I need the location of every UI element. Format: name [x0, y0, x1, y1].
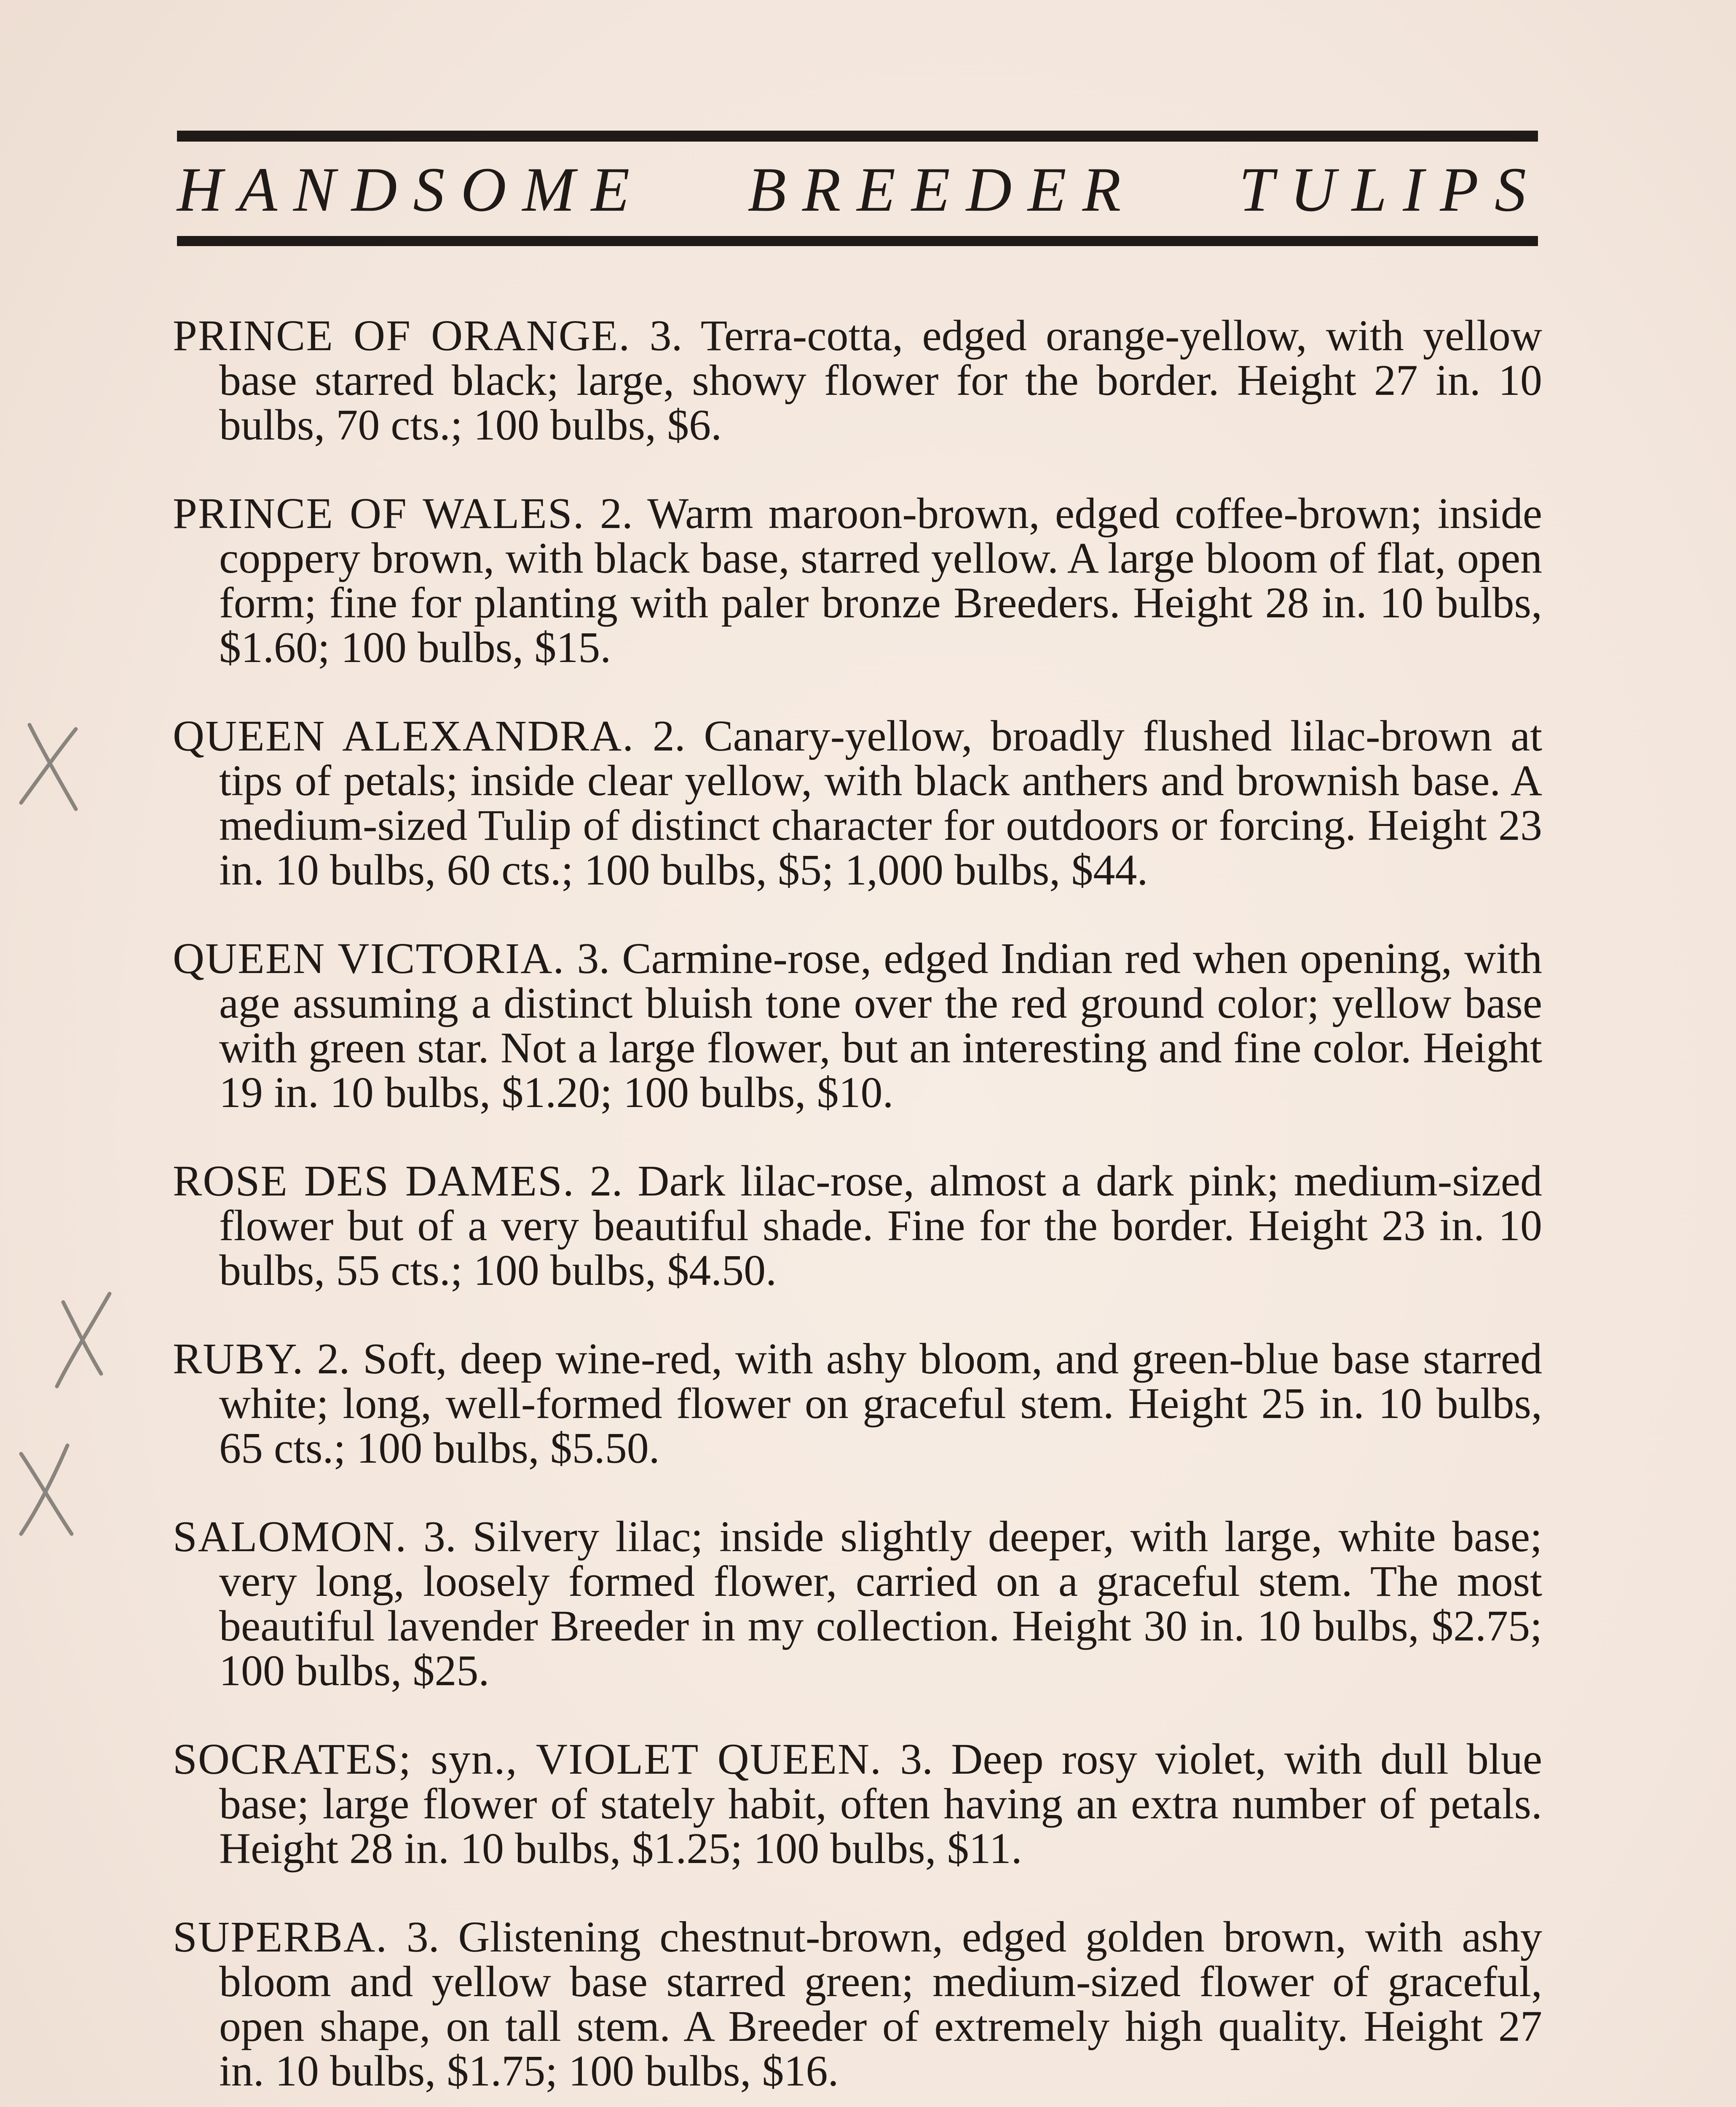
pencil-x-mark-icon: [8, 1437, 80, 1542]
entry-socrates: [173, 1737, 1542, 1871]
entry-superba: [173, 1915, 1542, 2094]
entry-text: 3. Carmine-rose, edged Indian red when opening, with age assuming a distinct bluish tone over the red ground color; yellow base with green star. Not a large flower, but an interesting and fine color. Height 19 in. 10 bulbs, $1.20; 100 bulbs, $10.: [219, 934, 1542, 1117]
entry-text: 3. Glistening chestnut-brown, edged golden brown, with ashy bloom and yellow base starred green; medium-sized flower of graceful, open shape, on tall stem. A Breeder of extremely high quality. Height 27 in. 10 bulbs, $1.75; 100 bulbs, $16.: [219, 1913, 1542, 2095]
entry-ruby: [173, 1337, 1542, 1471]
entry-name: RUBY.: [173, 1335, 304, 1383]
header-word-1: HANDSOME: [177, 155, 646, 225]
tulip-entries: [173, 270, 1542, 2107]
page-header: [177, 154, 1542, 225]
entry-text: 2. Warm maroon-brown, edged coffee-brown; inside coppery brown, with black base, starred yellow. A large bloom of flat, open form; fine for planting with paler bronze Breeders. Height 28 in. 10 bulbs, $1.60; 100 bulbs, $15.: [219, 489, 1542, 672]
entry-prince-of-orange: [173, 311, 1542, 449]
entry-text: 3. Terra-cotta, edged orange-yellow, with yellow base starred black; large, showy flower for the border. Height 27 in. 10 bulbs, 70 cts.; 100 bulbs, $6.: [219, 311, 1542, 449]
entry-prince-of-wales: [173, 491, 1542, 670]
entry-text: 3. Silvery lilac; inside slightly deeper, with large, white base; very long, loosely formed flower, carried on a graceful stem. The most beautiful lavender Breeder in my collection. Height 30 in. 10 bulbs, $2.75; 100 bulbs, $25.: [219, 1512, 1542, 1695]
header-word-3: TULIPS: [1239, 155, 1542, 225]
entry-salomon: [173, 1512, 1542, 1695]
header-word-2: BREEDER: [747, 155, 1137, 225]
entry-name: ROSE DES DAMES.: [173, 1157, 575, 1205]
entry-text: 2. Dark lilac-rose, almost a dark pink; medium-sized flower but of a very beautiful shade. Fine for the border. Height 23 in. 10 bulbs, 55 cts.; 100 bulbs, $4.50.: [219, 1157, 1542, 1295]
header-bottom-rule: [177, 236, 1538, 246]
header-top-rule: [177, 131, 1538, 142]
entry-text: 2. Soft, deep wine-red, with ashy bloom, and green-blue base starred white; long, well-formed flower on graceful stem. Height 25 in. 10 bulbs, 65 cts.; 100 bulbs, $5.50.: [219, 1335, 1542, 1472]
entry-name: SUPERBA.: [173, 1913, 388, 1961]
entry-name: PRINCE OF WALES.: [173, 489, 585, 538]
entry-name: SALOMON.: [173, 1512, 407, 1561]
entry-text: 2. Canary-yellow, broadly flushed lilac-brown at tips of petals; inside clear yellow, with black anthers and brownish base. A medium-sized Tulip of distinct character for outdoors or forcing. Height 23 in. 10 bulbs, 60 cts.; 100 bulbs, $5; 1,000 bulbs, $44.: [219, 712, 1543, 894]
entry-text: 3. Deep rosy violet, with dull blue base; large flower of stately habit, often having an extra number of petals. Height 28 in. 10 bulbs, $1.25; 100 bulbs, $11.: [219, 1735, 1542, 1873]
pencil-x-mark-icon: [13, 712, 84, 818]
entry-name: SOCRATES; syn., VIOLET QUEEN.: [173, 1735, 882, 1783]
pencil-x-mark-icon: [42, 1285, 114, 1391]
entry-name: QUEEN ALEXANDRA.: [173, 712, 635, 760]
entry-queen-alexandra: [173, 714, 1542, 893]
entry-name: QUEEN VICTORIA.: [173, 934, 565, 983]
entry-rose-des-dames: [173, 1159, 1542, 1293]
entry-name: PRINCE OF ORANGE.: [173, 311, 631, 360]
entry-queen-victoria: [173, 936, 1542, 1115]
